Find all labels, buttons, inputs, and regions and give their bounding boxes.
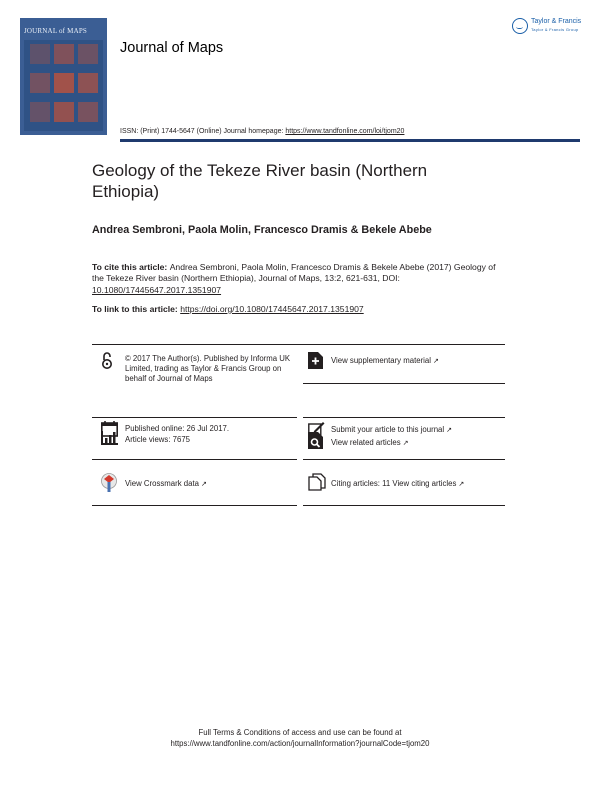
grid-top-rule (92, 344, 505, 345)
supplementary-material-link[interactable] (331, 356, 439, 367)
crossmark-label: View Crossmark data (125, 479, 199, 488)
header-divider (120, 139, 580, 142)
submit-article-link[interactable] (331, 425, 452, 436)
link-label: To link to this article: (92, 304, 181, 314)
footer-terms-link[interactable]: https://www.tandfonline.com/action/journalInformation?journalCode=tjom20 (170, 739, 430, 748)
grid-rule-left-1 (92, 417, 297, 418)
article-doi-link[interactable]: https://doi.org/10.1080/17445647.2017.1351907 (180, 304, 364, 314)
article-title: Geology of the Tekeze River basin (Northern Ethiopia) (92, 161, 428, 201)
cover-title: JOURNAL of MAPS (24, 27, 88, 35)
grid-rule-right-1 (303, 383, 505, 384)
publisher-group: Taylor & Francis Group (531, 27, 579, 32)
footer (0, 727, 600, 749)
article-authors: Andrea Sembroni, Paola Molin, Francesco Dramis & Bekele Abebe (92, 224, 432, 236)
bar-chart-icon (101, 431, 118, 445)
citation-block (92, 262, 502, 296)
journal-cover (20, 18, 107, 135)
taylor-francis-logo-icon (512, 18, 528, 34)
article-views: Article views: 7675 (125, 435, 191, 444)
footer-terms-text: Full Terms & Conditions of access and use can be found at (198, 728, 402, 737)
published-date: Published online: 26 Jul 2017. (125, 424, 230, 433)
citation-text: Andrea Sembroni, Paola Molin, Francesco Dramis & Bekele Abebe (2017) Geology of the Tekeze River basin (Northern Ethiopia), Journal of Maps, 13:2, 621-631, DOI: (92, 262, 496, 284)
related-articles-link[interactable] (331, 438, 409, 449)
external-link-icon: ↗ (402, 440, 409, 447)
citation-label: To cite this article: (92, 262, 170, 272)
external-link-icon: ↗ (200, 481, 207, 488)
grid-bottom-rule-left (92, 505, 297, 506)
open-access-icon (101, 352, 113, 370)
grid-rule-left-2 (92, 459, 297, 460)
cover-map-image (24, 40, 103, 131)
publisher-logo (512, 16, 584, 38)
external-link-icon: ↗ (458, 481, 465, 488)
open-access-statement: © 2017 The Author(s). Published by Informa UK Limited, trading as Taylor & Francis Group on behalf of Journal of Maps (125, 354, 291, 383)
documents-icon (308, 473, 326, 491)
grid-bottom-rule-right (303, 505, 505, 506)
citing-articles-link[interactable] (331, 479, 464, 490)
plus-document-icon (308, 352, 323, 369)
crossmark-link[interactable] (125, 479, 207, 490)
issn-line (120, 128, 404, 135)
submit-label: Submit your article to this journal (331, 425, 445, 434)
grid-rule-right-2 (303, 417, 505, 418)
journal-title: Journal of Maps (120, 40, 224, 56)
crossmark-icon (101, 473, 117, 493)
citation-doi-link[interactable]: 10.1080/17445647.2017.1351907 (92, 284, 222, 295)
external-link-icon: ↗ (446, 427, 452, 434)
citing-label: Citing articles: 11 View citing articles (331, 479, 457, 488)
article-link-line (92, 304, 364, 314)
search-document-icon (308, 432, 324, 450)
grid-rule-right-3 (303, 459, 505, 460)
issn-text: ISSN: (Print) 1744-5647 (Online) Journal homepage: (120, 128, 286, 135)
journal-homepage-link[interactable]: https://www.tandfonline.com/loi/tjom20 (285, 128, 405, 135)
publisher-name: Taylor & Francis (531, 18, 582, 25)
supplementary-label: View supplementary material (331, 356, 431, 365)
related-label: View related articles (331, 438, 401, 447)
external-link-icon: ↗ (432, 358, 439, 365)
